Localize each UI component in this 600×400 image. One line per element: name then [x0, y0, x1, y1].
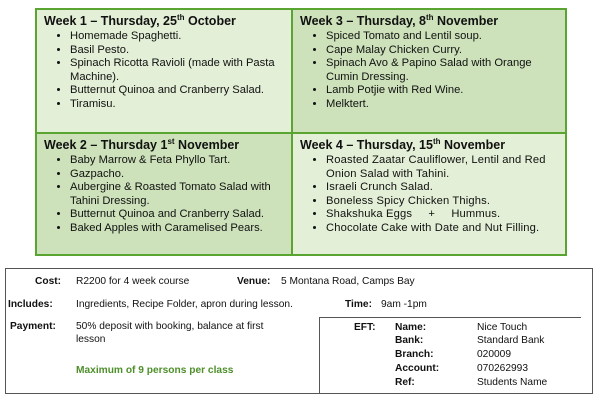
eft-ref-value: Students Name [477, 377, 548, 388]
time-label: Time: [345, 299, 372, 310]
eft-bank-value: Standard Bank [477, 335, 545, 346]
eft-name-value: Nice Touch [477, 322, 528, 333]
week-3-heading-date: Week 3 – Thursday, 8 [300, 14, 426, 28]
menu-item: • Aubergine & Roasted Tomato Salad with Tahini Dressing. [70, 181, 285, 208]
week-3-heading-month: November [433, 14, 499, 28]
menu-item: • Basil Pesto. [70, 44, 285, 58]
venue-value: 5 Montana Road, Camps Bay [281, 276, 415, 287]
menu-item: • Gazpacho. [70, 168, 285, 182]
eft-details-box [319, 317, 581, 394]
week-2-heading-date: Week 2 – Thursday 1 [44, 138, 168, 152]
menu-item: • Boneless Spicy Chicken Thighs. [326, 195, 559, 209]
week-3-cell [293, 10, 565, 134]
venue-label: Venue: [237, 276, 271, 287]
week-2-heading-suffix: st [167, 136, 175, 146]
max-persons-note: Maximum of 9 persons per class [76, 365, 234, 376]
week-2-menu-list [44, 154, 285, 236]
week-2-heading [44, 137, 285, 153]
menu-item: • Homemade Spaghetti. [70, 30, 285, 44]
menu-item: • Butternut Quinoa and Cranberry Salad. [70, 208, 285, 222]
eft-account-value: 070262993 [477, 363, 528, 374]
menu-item: • Shakshuka Eggs + Hummus. [326, 208, 559, 222]
week-4-heading-month: November [440, 138, 506, 152]
menu-item: • Butternut Quinoa and Cranberry Salad. [70, 84, 285, 98]
menu-item: • Cape Malay Chicken Curry. [326, 44, 559, 58]
week-3-menu-list [300, 30, 559, 112]
menu-item: • Lamb Potjie with Red Wine. [326, 84, 559, 98]
week-1-heading-suffix: th [176, 12, 185, 22]
eft-name-label: Name: [395, 322, 427, 333]
eft-branch-label: Branch: [395, 349, 434, 360]
eft-branch-value: 020009 [477, 349, 511, 360]
eft-bank-label: Bank: [395, 335, 424, 346]
week-3-heading [300, 13, 559, 29]
eft-label: EFT: [354, 322, 376, 333]
week-1-heading [44, 13, 285, 29]
week-4-menu-list [300, 154, 559, 236]
cost-value: R2200 for 4 week course [76, 276, 190, 287]
week-4-heading-suffix: th [432, 136, 441, 146]
menu-item: • Chocolate Cake with Date and Nut Filling. [326, 222, 559, 236]
payment-label: Payment: [10, 321, 56, 332]
menu-item: • Spiced Tomato and Lentil soup. [326, 30, 559, 44]
week-2-heading-month: November [174, 138, 240, 152]
week-2-cell [37, 134, 293, 254]
week-1-menu-list [44, 30, 285, 112]
menu-item: • Baked Apples with Caramelised Pears. [70, 222, 285, 236]
menu-item: • Spinach Avo & Papino Salad with Orange Cumin Dressing. [326, 57, 559, 84]
course-info-box [5, 268, 593, 394]
time-value: 9am -1pm [381, 299, 427, 310]
weekly-menu-grid [35, 8, 567, 256]
includes-value: Ingredients, Recipe Folder, apron during lesson. [76, 299, 293, 310]
week-1-heading-month: October [184, 14, 236, 28]
week-4-cell [293, 134, 565, 254]
week-4-heading [300, 137, 559, 153]
menu-item: • Spinach Ricotta Ravioli (made with Pasta Machine). [70, 57, 285, 84]
cost-label: Cost: [35, 276, 62, 287]
eft-account-label: Account: [395, 363, 440, 374]
eft-ref-label: Ref: [395, 377, 415, 388]
includes-label: Includes: [8, 299, 53, 310]
week-1-cell [37, 10, 293, 134]
menu-item: • Baby Marrow & Feta Phyllo Tart. [70, 154, 285, 168]
payment-line-1: 50% deposit with booking, balance at first [76, 321, 264, 332]
menu-item: • Israeli Crunch Salad. [326, 181, 559, 195]
menu-item: • Roasted Zaatar Cauliflower, Lentil and Red Onion Salad with Tahini. [326, 154, 559, 181]
menu-item: • Tiramisu. [70, 98, 285, 112]
payment-line-2: lesson [76, 334, 106, 345]
week-3-heading-suffix: th [425, 12, 434, 22]
week-4-heading-date: Week 4 – Thursday, 15 [300, 138, 433, 152]
week-1-heading-date: Week 1 – Thursday, 25 [44, 14, 177, 28]
menu-item: • Melktert. [326, 98, 559, 112]
